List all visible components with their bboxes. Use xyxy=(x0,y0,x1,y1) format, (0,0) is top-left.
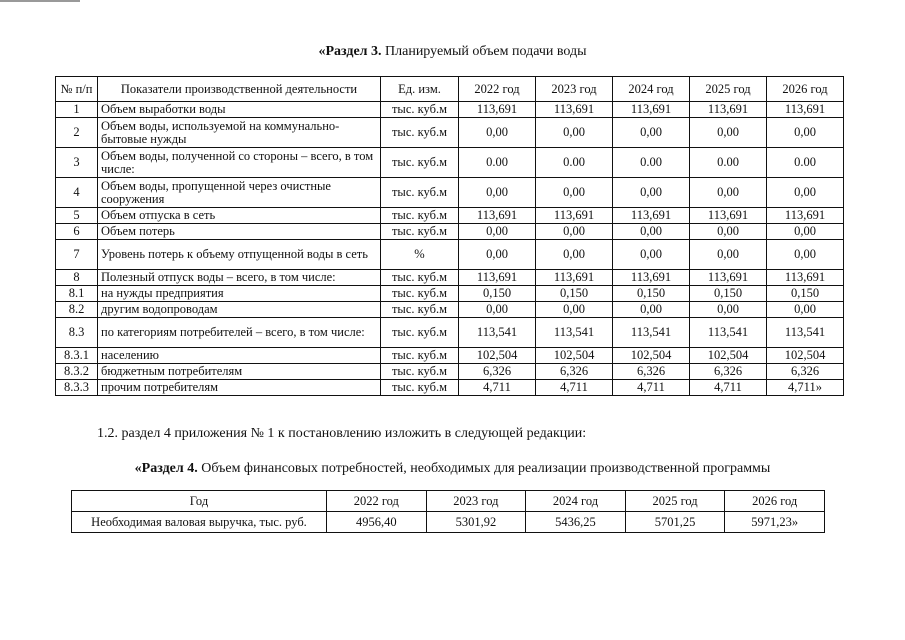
table-cell: 0,00 xyxy=(767,224,844,240)
unit-cell: тыс. куб.м xyxy=(381,224,459,240)
row-number: 8 xyxy=(56,270,98,286)
table-cell: 6,326 xyxy=(767,364,844,380)
unit-cell: тыс. куб.м xyxy=(381,318,459,348)
table-cell: 102,504 xyxy=(767,348,844,364)
table-cell: 0,150 xyxy=(690,286,767,302)
table-cell: 0,00 xyxy=(459,240,536,270)
table-cell: 4,711 xyxy=(536,380,613,396)
table-row xyxy=(56,270,844,286)
table-cell: 0,150 xyxy=(459,286,536,302)
table-cell: 113,541 xyxy=(613,318,690,348)
table-cell: 5436,25 xyxy=(526,512,626,533)
indicator-name: населению xyxy=(98,348,381,364)
indicator-name: Объем воды, пропущенной через очистные сооружения xyxy=(98,178,381,208)
table-cell: 0,00 xyxy=(459,178,536,208)
indicator-name: бюджетным потребителям xyxy=(98,364,381,380)
table-cell: 6,326 xyxy=(459,364,536,380)
table-cell: 4,711 xyxy=(690,380,767,396)
row-number: 8.3.2 xyxy=(56,364,98,380)
table-cell: 0.00 xyxy=(536,148,613,178)
table-row xyxy=(56,148,844,178)
table-cell: 0,00 xyxy=(536,224,613,240)
table-cell: 0,00 xyxy=(690,240,767,270)
section3-heading-number: «Раздел 3. xyxy=(318,44,382,59)
table-cell: 113,541 xyxy=(690,318,767,348)
table-cell: 113,691 xyxy=(613,270,690,286)
table-cell: 113,691 xyxy=(690,102,767,118)
table-cell: 113,691 xyxy=(459,208,536,224)
unit-cell: тыс. куб.м xyxy=(381,364,459,380)
indicator-name: по категориям потребителей – всего, в том числе: xyxy=(98,318,381,348)
indicator-name: Объем воды, полученной со стороны – всего, в том числе: xyxy=(98,148,381,178)
table-cell: 113,691 xyxy=(767,270,844,286)
table-row xyxy=(56,318,844,348)
table-cell: 0,00 xyxy=(690,178,767,208)
table-cell: 0,00 xyxy=(536,178,613,208)
column-header: № п/п xyxy=(56,77,98,102)
unit-cell: тыс. куб.м xyxy=(381,102,459,118)
table-row xyxy=(56,102,844,118)
table-cell: 0,00 xyxy=(536,118,613,148)
table-cell: 0,150 xyxy=(767,286,844,302)
table-cell: 5301,92 xyxy=(426,512,526,533)
table-cell: 0,00 xyxy=(690,302,767,318)
unit-cell: тыс. куб.м xyxy=(381,348,459,364)
table-cell: 113,691 xyxy=(536,102,613,118)
table-cell: 102,504 xyxy=(459,348,536,364)
table-cell: 0,00 xyxy=(459,224,536,240)
table-row xyxy=(72,512,825,533)
unit-cell: тыс. куб.м xyxy=(381,118,459,148)
table-cell: 113,691 xyxy=(767,102,844,118)
table-cell: 4,711 xyxy=(613,380,690,396)
table-cell: 5971,23» xyxy=(725,512,825,533)
table-cell: 4,711» xyxy=(767,380,844,396)
table-cell: 6,326 xyxy=(536,364,613,380)
table-cell: 0.00 xyxy=(690,148,767,178)
table-cell: 113,691 xyxy=(767,208,844,224)
row-number: 8.3 xyxy=(56,318,98,348)
indicator-name: Объем потерь xyxy=(98,224,381,240)
table-cell: 0,00 xyxy=(767,118,844,148)
column-header: 2024 год xyxy=(613,77,690,102)
table-cell: 0,00 xyxy=(536,302,613,318)
row-number: 8.3.1 xyxy=(56,348,98,364)
table-cell: 0,00 xyxy=(613,302,690,318)
row-number: 8.3.3 xyxy=(56,380,98,396)
unit-cell: тыс. куб.м xyxy=(381,270,459,286)
table-cell: 0,00 xyxy=(690,118,767,148)
row-number: 6 xyxy=(56,224,98,240)
table-row xyxy=(56,364,844,380)
section3-heading xyxy=(0,44,905,60)
row-number: 4 xyxy=(56,178,98,208)
unit-cell: тыс. куб.м xyxy=(381,286,459,302)
table-cell: 0,00 xyxy=(613,240,690,270)
table-cell: 0,00 xyxy=(767,240,844,270)
table-cell: 6,326 xyxy=(690,364,767,380)
table-cell: 0,00 xyxy=(613,118,690,148)
table-cell: 4956,40 xyxy=(327,512,427,533)
column-header: 2025 год xyxy=(690,77,767,102)
table-cell: 0.00 xyxy=(613,148,690,178)
scan-artifact-line xyxy=(0,0,80,2)
section4-heading-number: «Раздел 4. xyxy=(134,461,198,476)
table-cell: 102,504 xyxy=(690,348,767,364)
table-cell: 0,00 xyxy=(767,178,844,208)
unit-cell: тыс. куб.м xyxy=(381,208,459,224)
row-number: 8.1 xyxy=(56,286,98,302)
column-header: 2022 год xyxy=(327,491,427,512)
table-cell: 0,00 xyxy=(690,224,767,240)
table-cell: 0.00 xyxy=(459,148,536,178)
indicator-name: Объем воды, используемой на коммунально-бытовые нужды xyxy=(98,118,381,148)
unit-cell: % xyxy=(381,240,459,270)
indicator-name: Уровень потерь к объему отпущенной воды в сеть xyxy=(98,240,381,270)
table-header-row xyxy=(72,491,825,512)
table-cell: 113,691 xyxy=(690,208,767,224)
row-number: 5 xyxy=(56,208,98,224)
amendment-paragraph: 1.2. раздел 4 приложения № 1 к постановлению изложить в следующей редакции: xyxy=(97,426,587,441)
table-cell: 0,00 xyxy=(613,178,690,208)
water-supply-table xyxy=(55,76,844,396)
table-cell: 102,504 xyxy=(536,348,613,364)
table-row xyxy=(56,302,844,318)
indicator-name: прочим потребителям xyxy=(98,380,381,396)
table-cell: 0,00 xyxy=(767,302,844,318)
table-cell: 113,541 xyxy=(459,318,536,348)
row-number: 1 xyxy=(56,102,98,118)
unit-cell: тыс. куб.м xyxy=(381,178,459,208)
table-header-row xyxy=(56,77,844,102)
table-row xyxy=(56,380,844,396)
table-cell: 113,691 xyxy=(690,270,767,286)
indicator-name: Объем отпуска в сеть xyxy=(98,208,381,224)
table-cell: 6,326 xyxy=(613,364,690,380)
table-cell: 0,00 xyxy=(536,240,613,270)
table-cell: 113,691 xyxy=(536,208,613,224)
table-cell: 113,691 xyxy=(536,270,613,286)
table-cell: 113,691 xyxy=(613,208,690,224)
row-label: Необходимая валовая выручка, тыс. руб. xyxy=(72,512,327,533)
unit-cell: тыс. куб.м xyxy=(381,302,459,318)
table-cell: 113,691 xyxy=(459,102,536,118)
table-cell: 0,00 xyxy=(459,302,536,318)
column-header: 2025 год xyxy=(625,491,725,512)
table-cell: 113,691 xyxy=(613,102,690,118)
unit-cell: тыс. куб.м xyxy=(381,380,459,396)
table-row xyxy=(56,208,844,224)
table-row xyxy=(56,178,844,208)
section4-heading xyxy=(0,461,905,477)
table-cell: 102,504 xyxy=(613,348,690,364)
table-cell: 0,00 xyxy=(459,118,536,148)
table-cell: 113,541 xyxy=(536,318,613,348)
table-cell: 0,150 xyxy=(613,286,690,302)
table-row xyxy=(56,118,844,148)
row-number: 8.2 xyxy=(56,302,98,318)
financial-needs-table xyxy=(71,490,825,533)
indicator-name: на нужды предприятия xyxy=(98,286,381,302)
table-row xyxy=(56,286,844,302)
indicator-name: другим водопроводам xyxy=(98,302,381,318)
table-row xyxy=(56,240,844,270)
table-cell: 113,541 xyxy=(767,318,844,348)
table-row xyxy=(56,224,844,240)
table-cell: 4,711 xyxy=(459,380,536,396)
column-header: 2023 год xyxy=(426,491,526,512)
section3-heading-title: Планируемый объем подачи воды xyxy=(381,44,587,59)
column-header: Ед. изм. xyxy=(381,77,459,102)
table-cell: 113,691 xyxy=(459,270,536,286)
indicator-name: Объем выработки воды xyxy=(98,102,381,118)
table-cell: 0,150 xyxy=(536,286,613,302)
column-header: 2026 год xyxy=(725,491,825,512)
column-header: Показатели производственной деятельности xyxy=(98,77,381,102)
column-header: 2024 год xyxy=(526,491,626,512)
table-cell: 0,00 xyxy=(613,224,690,240)
indicator-name: Полезный отпуск воды – всего, в том числе: xyxy=(98,270,381,286)
column-header: 2023 год xyxy=(536,77,613,102)
table-row xyxy=(56,348,844,364)
column-header: 2026 год xyxy=(767,77,844,102)
table-cell: 5701,25 xyxy=(625,512,725,533)
section4-heading-title: Объем финансовых потребностей, необходимых для реализации производственной программы xyxy=(197,461,771,476)
row-number: 2 xyxy=(56,118,98,148)
column-header: Год xyxy=(72,491,327,512)
row-number: 7 xyxy=(56,240,98,270)
unit-cell: тыс. куб.м xyxy=(381,148,459,178)
column-header: 2022 год xyxy=(459,77,536,102)
table-cell: 0.00 xyxy=(767,148,844,178)
row-number: 3 xyxy=(56,148,98,178)
